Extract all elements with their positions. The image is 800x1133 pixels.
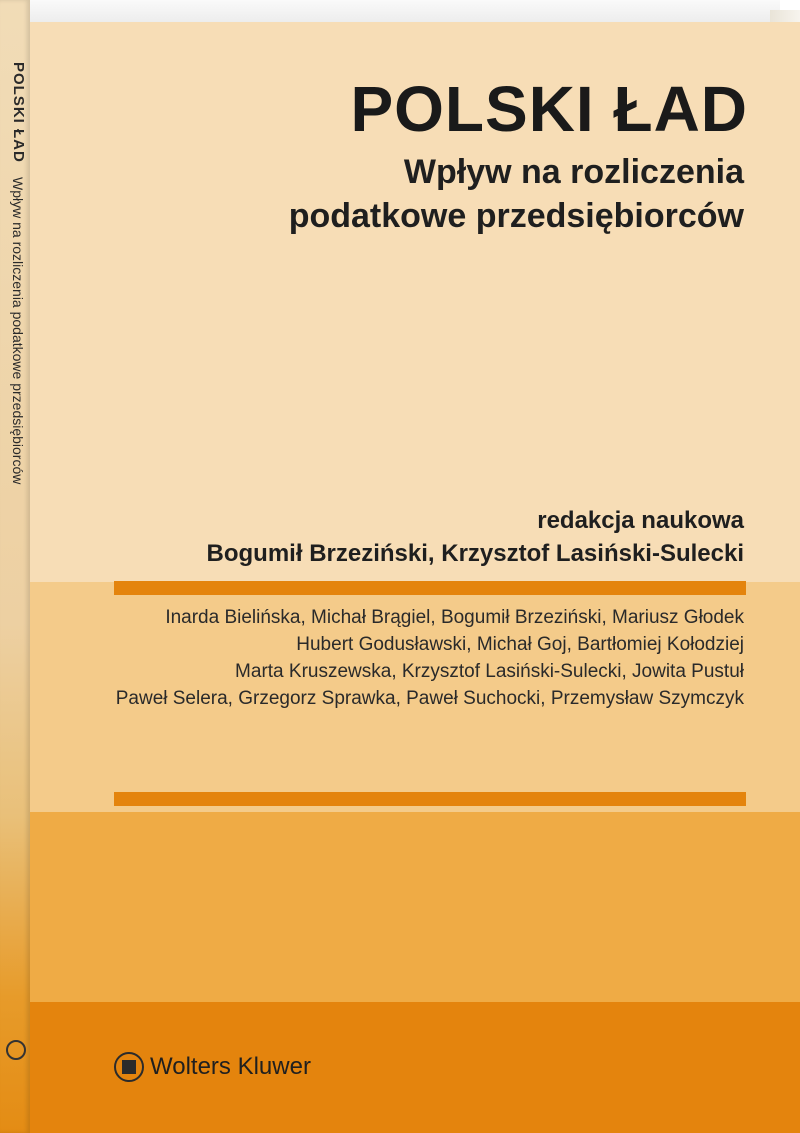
subtitle-line-1: Wpływ na rozliczenia — [403, 153, 744, 191]
wolters-kluwer-logo-icon — [114, 1052, 144, 1082]
spine-title: POLSKI ŁAD — [10, 62, 27, 163]
subtitle-line-2: podatkowe przedsiębiorców — [288, 197, 744, 235]
spine-subtitle: Wpływ na rozliczenia podatkowe przedsiębiorców — [10, 177, 26, 485]
cover-band-dark — [30, 812, 800, 1002]
divider-bottom — [114, 792, 746, 806]
authors-line: Hubert Godusławski, Michał Goj, Bartłomiej Kołodziej — [296, 634, 744, 655]
publisher-block — [114, 1052, 311, 1082]
book-title: POLSKI ŁAD — [350, 73, 748, 145]
book-spine — [0, 0, 30, 1133]
spine-publisher-logo-icon — [6, 1040, 26, 1060]
book-subtitle — [144, 150, 744, 238]
divider-top — [114, 581, 746, 595]
authors-line: Paweł Selera, Grzegorz Sprawka, Paweł Suchocki, Przemysław Szymczyk — [115, 688, 744, 709]
authors-list — [64, 604, 744, 712]
publisher-name: Wolters Kluwer — [150, 1053, 311, 1080]
authors-line: Inarda Bielińska, Michał Brągiel, Bogumił Brzeziński, Mariusz Głodek — [165, 607, 744, 628]
editors-label: redakcja naukowa — [537, 507, 744, 534]
authors-line: Marta Kruszewska, Krzysztof Lasiński-Sulecki, Jowita Pustuł — [235, 661, 744, 682]
spine-text — [3, 62, 27, 862]
editors-names: Bogumił Brzeziński, Krzysztof Lasiński-Sulecki — [206, 540, 744, 567]
front-cover — [30, 22, 800, 1133]
